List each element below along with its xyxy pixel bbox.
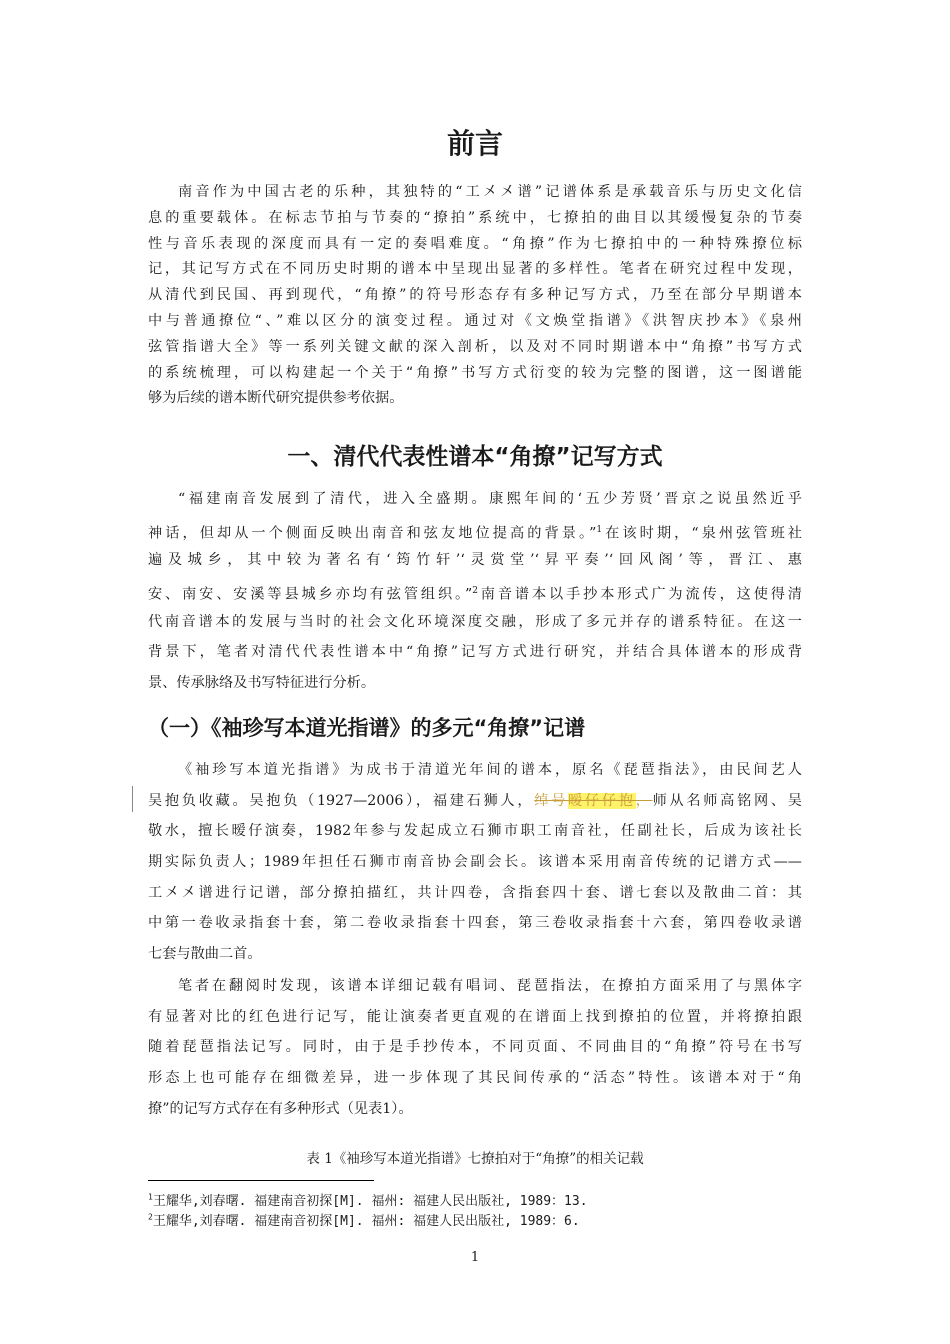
- text-line: “福建南音发展到了清代，进入全盛期。康熙年间的‘五少芳贤’晋京之说虽然近乎: [178, 491, 802, 507]
- text-line: 中第一卷收录指套十套，第二卷收录指套十四套，第三卷收录指套十六套，第四卷收录谱: [148, 915, 802, 932]
- text-line: 工㐅㐅谱进行记谱，部分撩拍描红，共计四卷，含指套四十套、谱七套以及散曲二首：其: [148, 884, 802, 901]
- page-title: 前言: [446, 127, 503, 160]
- footnote-mark: 2: [148, 1212, 153, 1222]
- text-run: 安、南安、安溪等县城乡亦均有弦管组织。”: [148, 586, 473, 603]
- text-run: 神话，但却从一个侧面反映出南音和弦友地位提高的背景。”: [148, 525, 597, 542]
- text-run: 在该时期，“泉州弦管班社: [602, 525, 802, 542]
- text-line: [148, 755, 802, 786]
- text-run: 《袖珍写本道光指谱》为成书于清道光: [178, 762, 470, 778]
- text-line: 南音作为中国古老的乐种，其独特的“工㐅㐅谱”记谱体系是承载音乐与历史文化信: [178, 184, 802, 200]
- text-line: [148, 786, 802, 817]
- text-line: 息的重要载体。在标志节拍与节奏的“撩拍”系统中，七撩拍的曲目以其缓慢复杂的节奏: [148, 209, 802, 226]
- subsection-heading: （一）《袖珍写本道光指谱》的多元“角撩”记谱: [148, 716, 586, 740]
- text-line: 从清代到民国、再到现代，“角撩”的符号形态存有多种记写方式，乃至在部分早期谱本: [148, 287, 802, 304]
- text-run: 年间的谱本，: [469, 762, 573, 778]
- text-line: 随着琵琶指法记写。同时，由于是手抄传本，不同页面、不同曲目的“角撩”符号在书写: [148, 1039, 802, 1056]
- text-line: 记，其记写方式在不同历史时期的谱本中呈现出显著的多样性。笔者在研究过程中发现，: [148, 261, 802, 278]
- footnote: [148, 1190, 588, 1209]
- text-line: 有显著对比的红色进行记写，能让演奏者更直观的在谱面上找到撩拍的位置，并将撩拍跟: [148, 1008, 802, 1025]
- text-line: 性与音乐表现的深度而具有一定的奏唱难度。“角撩”作为七撩拍中的一种特殊撩位标: [148, 235, 802, 252]
- deleted-text[interactable]: 绰号: [534, 792, 569, 809]
- text-line: 笔者在翻阅时发现，该谱本详细记载有唱词、琵琶指法，在撩拍方面采用了与黑体字: [178, 978, 802, 994]
- text-line: [148, 515, 802, 546]
- footnote-mark: 1: [148, 1192, 153, 1202]
- subsection1-paragraph: [148, 755, 802, 970]
- text-line: 遍及城乡，其中较为著名有‘筠竹轩’‘灵赏堂’‘昇平奏’‘回风阁’等，晋江、惠: [148, 552, 802, 569]
- section1-paragraph: [148, 484, 802, 699]
- text-run: 原名《琵琶指法》，由民间艺人: [572, 762, 802, 778]
- footnote: [148, 1210, 580, 1229]
- text-line: 敬水，擅长暧仔演奏，1982年参与发起成立石狮市职工南音社，任副社长，后成为该社长: [148, 823, 802, 840]
- page-number: 1: [470, 1250, 480, 1265]
- intro-paragraph: [148, 180, 802, 412]
- text-run: 南音谱本以手抄本形式广为流传，这使得清: [477, 586, 802, 603]
- subsection1-paragraph-2: [148, 971, 802, 1124]
- text-run: 吴抱负收藏。吴抱负（1927—2006），福建石狮人，: [148, 792, 535, 809]
- footnote-ref[interactable]: 1: [596, 524, 603, 535]
- deleted-text[interactable]: ，: [635, 792, 653, 809]
- highlighted-deleted-text[interactable]: 暧仔仔抱: [568, 792, 636, 809]
- text-run: 师从名师高铭网、吴: [652, 792, 802, 809]
- text-line: 七套与散曲二首。: [148, 946, 262, 963]
- text-line: 期实际负责人；1989年担任石狮市南音协会副会长。该谱本采用南音传统的记谱方式——: [148, 854, 802, 871]
- footnote-ref[interactable]: 2: [472, 586, 478, 597]
- footnote-text: 王耀华,刘春曙. 福建南音初探[M]. 福州: 福建人民出版社, 1989：6.: [152, 1214, 580, 1229]
- text-line: 代南音谱本的发展与当时的社会文化环境深度交融，形成了多元并存的谱系特征。在这一: [148, 613, 802, 630]
- text-line: 够为后续的谱本断代研究提供参考依据。: [148, 390, 404, 407]
- footnote-separator: [148, 1180, 374, 1181]
- section-heading: 一、清代代表性谱本“角撩”记写方式: [287, 444, 663, 470]
- footnote-text: 王耀华,刘春曙. 福建南音初探[M]. 福州: 福建人民出版社, 1989：13.: [152, 1194, 588, 1209]
- text-line: 中与普通撩位“、”难以区分的演变过程。通过对《文焕堂指谱》《洪智庆抄本》《泉州: [148, 312, 802, 329]
- table-caption: 表 1《袖珍写本道光指谱》七撩拍对于“角撩”的相关记载: [306, 1151, 644, 1167]
- change-bar: [132, 786, 133, 812]
- text-line: 弦管指谱大全》等一系列关键文献的深入剖析，以及对不同时期谱本中“角撩”书写方式: [148, 338, 802, 355]
- text-line: 形态上也可能存在细微差异，进一步体现了其民间传承的“活态”特性。该谱本对于“角: [148, 1070, 802, 1087]
- text-line: 景、传承脉络及书写特征进行分析。: [148, 675, 376, 692]
- text-line: 背景下，笔者对清代代表性谱本中“角撩”记写方式进行研究，并结合具体谱本的形成背: [148, 644, 802, 661]
- text-line: [148, 576, 802, 607]
- text-line: 撩”的记写方式存在有多种形式（见表1）。: [148, 1100, 413, 1117]
- text-line: 的系统梳理，可以构建起一个关于“角撩”书写方式衍变的较为完整的图谱，这一图谱能: [148, 364, 802, 381]
